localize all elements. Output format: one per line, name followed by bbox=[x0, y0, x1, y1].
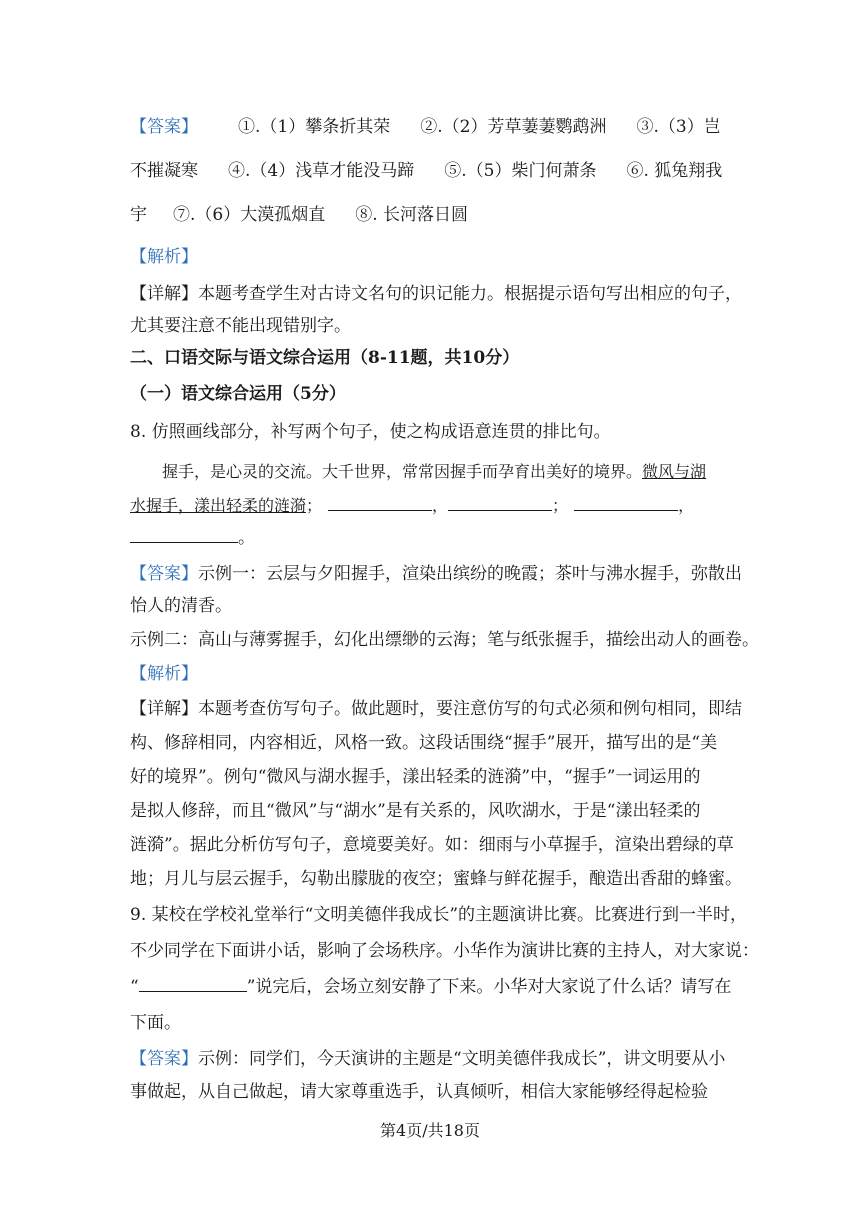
section-heading: 二、口语交际与语文综合运用（8-11题，共10分） bbox=[130, 348, 520, 368]
answer-tag: 【答案】 bbox=[130, 117, 198, 137]
analysis-tag: 【解析】 bbox=[130, 247, 198, 267]
sub-section-heading: （一）语文综合运用（5分） bbox=[130, 384, 346, 404]
q9-stem-line-4: 下面。 bbox=[130, 1013, 181, 1033]
q8-passage-line-2 bbox=[130, 494, 730, 518]
page-number: 第4页/共18页 bbox=[380, 1121, 480, 1140]
passage-text: 握手，是心灵的交流。大千世界，常常因握手而孕育出美好的境界。 bbox=[162, 462, 643, 481]
q7-answer-line-2 bbox=[130, 159, 730, 183]
answer-text: 示例：同学们，今天演讲的主题是“文明美德伴我成长”，讲文明要从小 bbox=[198, 1049, 726, 1069]
answer-item: ⑦.（6）大漠孤烟直 bbox=[173, 205, 326, 225]
q7-answer-line-1 bbox=[130, 115, 730, 139]
answer-blank[interactable] bbox=[328, 494, 432, 511]
end-period: 。 bbox=[238, 528, 255, 548]
q8-passage-line-1 bbox=[162, 460, 732, 484]
analysis-tag: 【解析】 bbox=[130, 664, 198, 684]
answer-text: 示例一：云层与夕阳握手，渲染出缤纷的晚霞；茶叶与沸水握手，弥散出 bbox=[198, 564, 742, 584]
q8-passage-line-3 bbox=[130, 526, 730, 550]
detail-tag: 【详解】 bbox=[130, 284, 198, 304]
q8-detail-line-1 bbox=[130, 697, 742, 721]
answer-item: ④.（4）浅草才能没马蹄 bbox=[228, 161, 415, 181]
q7-answer-line-3 bbox=[130, 203, 730, 227]
q8-detail-line-6: 地；月儿与层云握手，勾勒出朦胧的夜空；蜜蜂与鲜花握手，酿造出香甜的蜂蜜。 bbox=[130, 869, 742, 889]
detail-tag: 【详解】 bbox=[130, 699, 198, 719]
answer-blank[interactable] bbox=[574, 494, 678, 511]
q9-answer-line-1 bbox=[130, 1047, 730, 1071]
q8-detail-line-4: 是拟人修辞，而且“微风”与“湖水”是有关系的，风吹湖水，于是“漾出轻柔的 bbox=[130, 801, 701, 821]
separator: ， bbox=[432, 496, 449, 515]
answer-blank[interactable] bbox=[139, 975, 247, 992]
passage-underlined: 水握手，漾出轻柔的涟漪 bbox=[130, 496, 307, 515]
answer-item: 不摧凝寒 bbox=[130, 161, 198, 181]
q9-stem-line-3 bbox=[130, 975, 730, 999]
answer-item: ①.（1）攀条折其荣 bbox=[238, 117, 391, 137]
q8-detail-line-2: 构、修辞相同，内容相近，风格一致。这段话围绕“握手”展开，描写出的是“美 bbox=[130, 733, 718, 753]
answer-item: ⑥. 狐兔翔我 bbox=[626, 161, 723, 181]
answer-item: ⑧. 长河落日圆 bbox=[355, 205, 469, 225]
q7-detail-line-1 bbox=[130, 282, 742, 306]
q8-answer-line-3: 示例二：高山与薄雾握手，幻化出缥缈的云海；笔与纸张握手，描绘出动人的画卷。 bbox=[130, 630, 759, 650]
detail-text: 本题考查仿写句子。做此题时，要注意仿写的句式必须和例句相同，即结 bbox=[198, 699, 742, 719]
answer-tag: 【答案】 bbox=[130, 564, 198, 584]
detail-text: 本题考查学生对古诗文名句的识记能力。根据提示语句写出相应的句子， bbox=[198, 284, 742, 304]
separator: ； bbox=[306, 496, 323, 515]
answer-blank[interactable] bbox=[448, 494, 552, 511]
q9-stem-line-2: 不少同学在下面讲小话，影响了会场秩序。小华作为演讲比赛的主持人，对大家说： bbox=[130, 941, 759, 961]
q7-detail-line-2: 尤其要注意不能出现错别字。 bbox=[130, 316, 351, 336]
answer-item: ③.（3）岂 bbox=[636, 117, 721, 137]
q8-detail-line-5: 涟漪”。据此分析仿写句子，意境要美好。如：细雨与小草握手，渲染出碧绿的草 bbox=[130, 835, 734, 855]
answer-tag: 【答案】 bbox=[130, 1049, 198, 1069]
stem-text: ”说完后，会场立刻安静了下来。小华对大家说了什么话？请写在 bbox=[246, 977, 732, 997]
q8-stem: 8. 仿照画线部分，补写两个句子，使之构成语意连贯的排比句。 bbox=[130, 422, 611, 442]
passage-underlined: 微风与湖 bbox=[642, 462, 707, 481]
open-quote: “ bbox=[130, 977, 139, 997]
q8-answer-line-2: 怡人的清香。 bbox=[130, 596, 232, 616]
answer-item: ②.（2）芳草萋萋鹦鹉洲 bbox=[420, 117, 607, 137]
answer-item: ⑤.（5）柴门何萧条 bbox=[444, 161, 597, 181]
answer-item: 宇 bbox=[130, 205, 147, 225]
q9-stem-line-1: 9. 某校在学校礼堂举行“文明美德伴我成长”的主题演讲比赛。比赛进行到一半时， bbox=[130, 905, 748, 925]
q8-detail-line-3: 好的境界”。例句“微风与湖水握手，漾出轻柔的涟漪”中，“握手”一词运用的 bbox=[130, 767, 701, 787]
answer-blank[interactable] bbox=[130, 526, 238, 543]
separator: ， bbox=[678, 496, 695, 515]
separator: ； bbox=[552, 496, 569, 515]
q8-answer-line-1 bbox=[130, 562, 742, 586]
q9-answer-line-2: 事做起，从自己做起，请大家尊重选手，认真倾听，相信大家能够经得起检验 bbox=[130, 1082, 708, 1102]
